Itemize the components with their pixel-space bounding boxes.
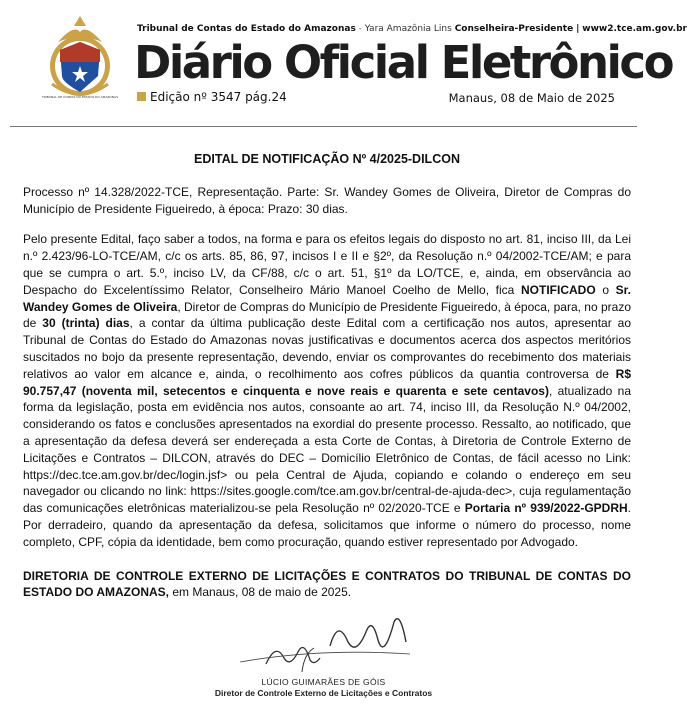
- closing-paragraph: [23, 568, 631, 602]
- website-text: www2.tce.am.gov.br: [582, 24, 687, 34]
- directorate-name: DIRETORIA DE CONTROLE EXTERNO DE LICITAÇÕES E CONTRATOS DO TRIBUNAL DE CONTAS DO ESTADO DO AMAZONAS,: [23, 568, 631, 600]
- amount: R$ 90.757,47 (noventa mil, setecentos e cinquenta e nove reais e quarenta e sete centavos): [23, 366, 631, 398]
- edition-info: [137, 90, 287, 104]
- edition-text: Edição nº 3547 pág.24: [150, 90, 287, 104]
- topline-pipe: |: [576, 24, 580, 34]
- signatory-name: LÚCIO GUIMARÃES DE GÓIS: [261, 677, 386, 687]
- notice-paragraph: [23, 231, 631, 550]
- notice-text-3: , Diretor de Compras do Município de Presidente Figueiredo, à época, para, no prazo de: [23, 299, 631, 331]
- masthead-title: Diário Oficial Eletrônico: [134, 36, 673, 89]
- notice-text-4: , a contar da última publicação deste Edital com a certificação nos autos, apresentar ao Tribunal de Contas do Estado do Amazonas novas justificativas e documentos acerca dos aspectos meritórios suscitados no bojo da presente representação, devendo, enviar os comprovantes do recebimento dos materiais relativos ao valor em alcance e, ainda, o recolhimento aos cofres públicos da quantia controversa de: [23, 316, 631, 381]
- notice-text-1: Pelo presente Edital, faço saber a todos, na forma e para os efeitos legais do disposto no art. 81, inciso III, da Lei n.º 2.423/96-LO-TCE/AM, c/c os arts. 85, 86, 97, incisos I e II e §2º, da Resolução n.º 04/2002-TCE/AM; e para que se cumpra o art. 5.º, inciso LV, da CF/88, c/c o art. 51, §1º da LO/TCE, e, ainda, em observância ao Despacho do Excelentíssimo Relator, Conselheiro Mário Manoel Coelho de Mello, fica: [23, 232, 631, 297]
- notified-label: NOTIFICADO: [521, 282, 596, 297]
- signatory-role: Diretor de Controle Externo de Licitações e Contratos: [214, 688, 433, 698]
- notice-text-5: , atualizado na forma da legislação, posta em evidência nos autos, consoante ao art. 74, inciso III, da Resolução N.º 04/2002, considerando os fatos e conclusões apresentados na exordial do presente processo. Ressalto, ao notificado, que a apresentação da defesa deverá ser endereçada a esta Corte de Contas, à Diretoria de Controle Externo de Licitações e Contratos – DILCON, através do DEC – Domicílio Eletrônico de Contas, de fácil acesso no Link: https://dec.tce.am.gov.br/dec/login.jsf> ou pela Central de Ajuda, copiando e colando o endereço em seu navegador ou clicando no link: https://sites.google.com/tce.am.gov.br/central-de-ajuda-dec>, cuja regulamentação das comunicações eletrônicas materializou-se pela Resolução nº 02/2020-TCE e: [23, 383, 632, 516]
- square-bullet-icon: [137, 92, 146, 101]
- closing-place-date: em Manaus, 08 de maio de 2025.: [169, 585, 352, 600]
- topline-separator: -: [358, 24, 362, 34]
- court-name: Tribunal de Contas do Estado do Amazonas: [137, 24, 356, 34]
- president-name: Yara Amazônia Lins: [364, 24, 452, 34]
- deadline: 30 (trinta) dias: [42, 316, 130, 331]
- document-title: EDITAL DE NOTIFICAÇÃO Nº 4/2025-DILCON: [194, 152, 460, 166]
- handwritten-signature: [180, 602, 470, 674]
- header-topline: [137, 24, 687, 34]
- seal-ring-text: TRIBUNAL DE CONTAS DO ESTADO DO AMAZONAS: [42, 95, 118, 99]
- tce-am-seal-logo: [34, 12, 126, 104]
- publication-date: Manaus, 08 de Maio de 2025: [448, 91, 615, 105]
- notified-name: Sr. Wandey Gomes de Oliveira: [23, 282, 631, 314]
- header-divider: [10, 126, 637, 127]
- document-body: [23, 151, 631, 618]
- process-paragraph: Processo nº 14.328/2022-TCE, Representação. Parte: Sr. Wandey Gomes de Oliveira, Diretor de Compras do Município de Presidente Figueiredo, à época: Prazo: 30 dias.: [23, 184, 631, 216]
- president-role: Conselheira-Presidente: [454, 24, 574, 34]
- ordinance: Portaria nº 939/2022-GPDRH: [464, 501, 628, 516]
- notice-text-2: o: [595, 282, 616, 297]
- page-header: [0, 0, 687, 112]
- notice-text-6: . Por derradeiro, quando da apresentação da defesa, solicitamos que informe o número do processo, nome completo, CPF, cópia da identidade, bem como procuração, quando estiver representado por Advogado.: [23, 501, 631, 549]
